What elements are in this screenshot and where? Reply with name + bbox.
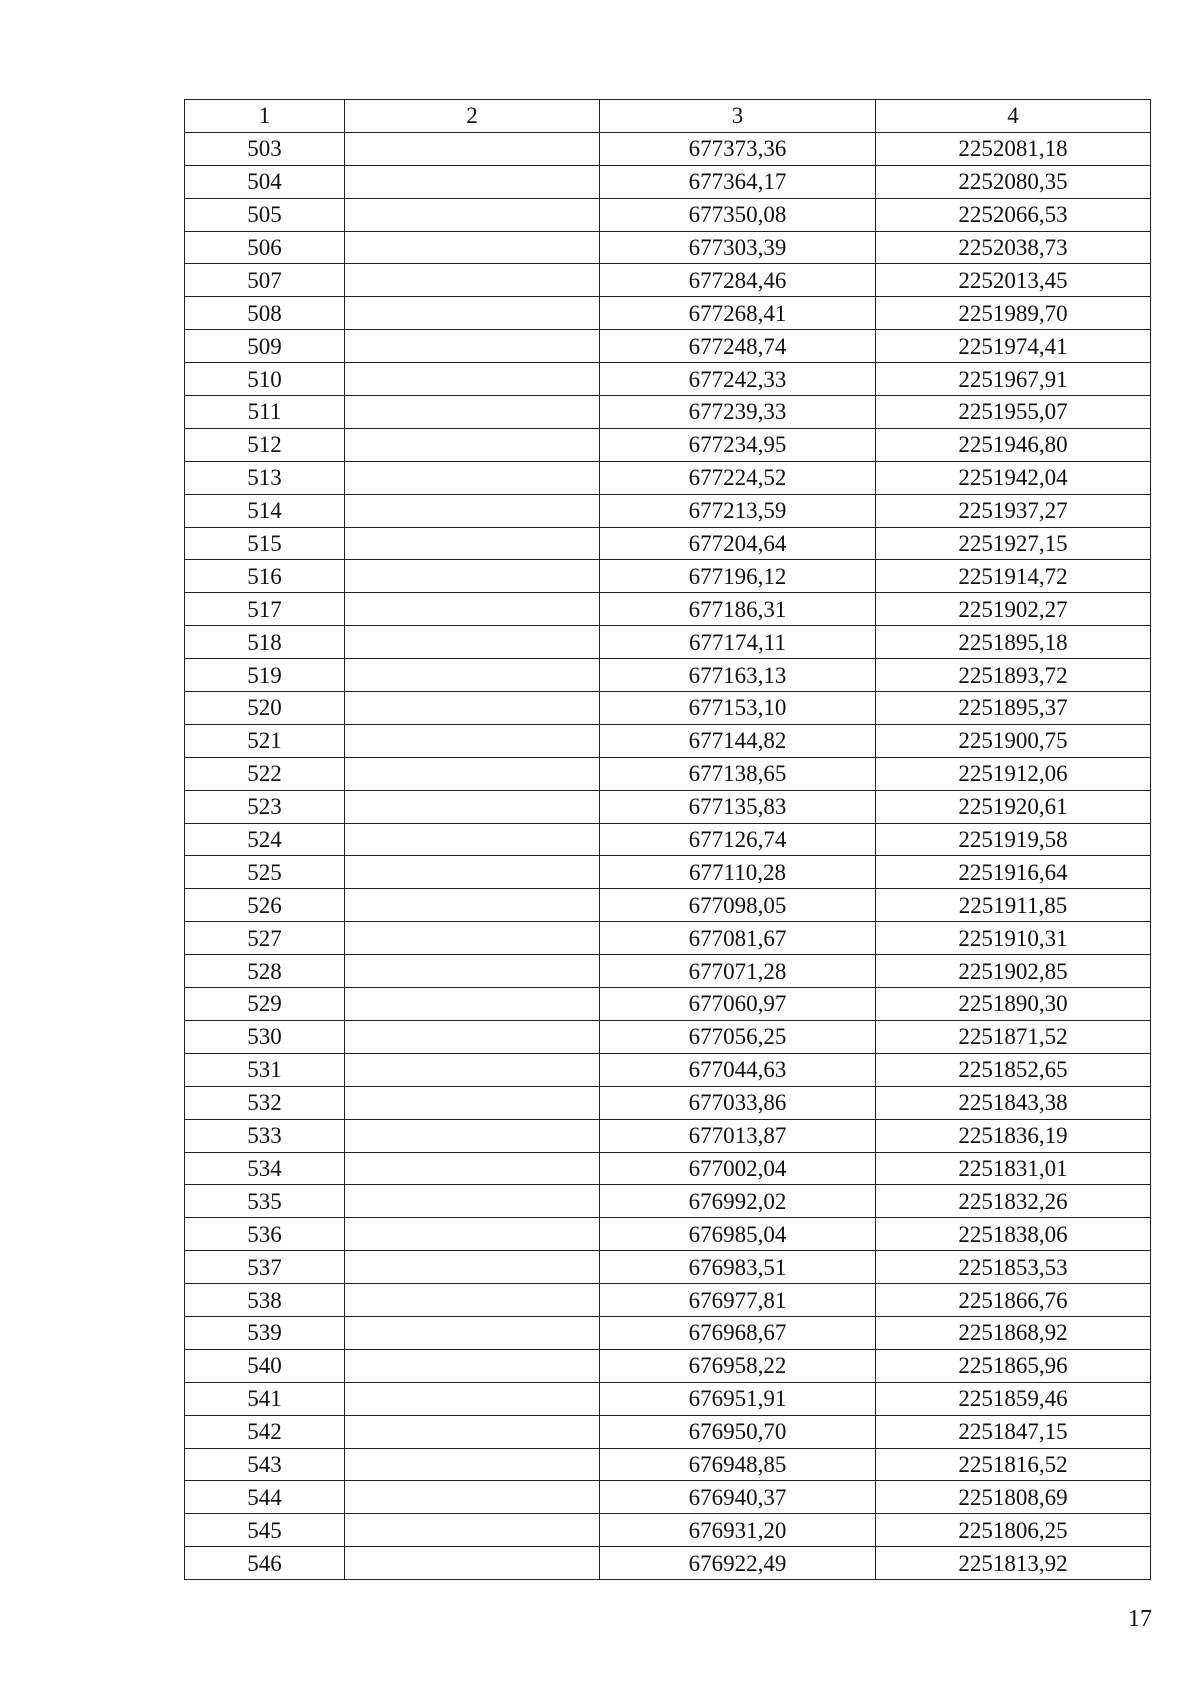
blank-cell (345, 363, 600, 396)
table-row (185, 264, 1151, 297)
table-row (185, 1119, 1151, 1152)
y-coordinate-cell: 2251902,27 (876, 593, 1151, 626)
point-number-cell: 536 (185, 1218, 345, 1251)
point-number-cell: 524 (185, 823, 345, 856)
x-coordinate-cell: 677268,41 (600, 297, 876, 330)
blank-cell (345, 955, 600, 988)
y-coordinate-cell: 2251893,72 (876, 659, 1151, 692)
table-row (185, 1382, 1151, 1415)
x-coordinate-cell: 677153,10 (600, 692, 876, 725)
blank-cell (345, 1086, 600, 1119)
point-number-cell: 520 (185, 692, 345, 725)
point-number-cell: 506 (185, 231, 345, 264)
y-coordinate-cell: 2251808,69 (876, 1481, 1151, 1514)
table-row (185, 856, 1151, 889)
point-number-cell: 534 (185, 1152, 345, 1185)
table-header-row (185, 100, 1151, 133)
x-coordinate-cell: 677060,97 (600, 988, 876, 1021)
x-coordinate-cell: 676948,85 (600, 1448, 876, 1481)
x-coordinate-cell: 676992,02 (600, 1185, 876, 1218)
x-coordinate-cell: 677002,04 (600, 1152, 876, 1185)
x-coordinate-cell: 676983,51 (600, 1251, 876, 1284)
x-coordinate-cell: 677110,28 (600, 856, 876, 889)
table-row (185, 1547, 1151, 1580)
blank-cell (345, 560, 600, 593)
table-row (185, 396, 1151, 429)
point-number-cell: 508 (185, 297, 345, 330)
column-header-3: 3 (600, 100, 876, 133)
point-number-cell: 521 (185, 724, 345, 757)
y-coordinate-cell: 2251806,25 (876, 1514, 1151, 1547)
x-coordinate-cell: 677144,82 (600, 724, 876, 757)
point-number-cell: 514 (185, 494, 345, 527)
y-coordinate-cell: 2251967,91 (876, 363, 1151, 396)
x-coordinate-cell: 677204,64 (600, 527, 876, 560)
table-row (185, 1152, 1151, 1185)
table-row (185, 527, 1151, 560)
y-coordinate-cell: 2251955,07 (876, 396, 1151, 429)
table-row (185, 297, 1151, 330)
point-number-cell: 512 (185, 428, 345, 461)
blank-cell (345, 988, 600, 1021)
point-number-cell: 533 (185, 1119, 345, 1152)
x-coordinate-cell: 677138,65 (600, 757, 876, 790)
table-row (185, 1448, 1151, 1481)
y-coordinate-cell: 2252081,18 (876, 132, 1151, 165)
point-number-cell: 535 (185, 1185, 345, 1218)
x-coordinate-cell: 677196,12 (600, 560, 876, 593)
x-coordinate-cell: 677234,95 (600, 428, 876, 461)
x-coordinate-cell: 677284,46 (600, 264, 876, 297)
x-coordinate-cell: 677081,67 (600, 922, 876, 955)
blank-cell (345, 198, 600, 231)
x-coordinate-cell: 677373,36 (600, 132, 876, 165)
point-number-cell: 503 (185, 132, 345, 165)
blank-cell (345, 626, 600, 659)
table-row (185, 428, 1151, 461)
y-coordinate-cell: 2251852,65 (876, 1053, 1151, 1086)
x-coordinate-cell: 677163,13 (600, 659, 876, 692)
point-number-cell: 518 (185, 626, 345, 659)
y-coordinate-cell: 2251853,53 (876, 1251, 1151, 1284)
point-number-cell: 517 (185, 593, 345, 626)
blank-cell (345, 1185, 600, 1218)
y-coordinate-cell: 2251902,85 (876, 955, 1151, 988)
x-coordinate-cell: 676958,22 (600, 1349, 876, 1382)
x-coordinate-cell: 676968,67 (600, 1316, 876, 1349)
y-coordinate-cell: 2251942,04 (876, 461, 1151, 494)
table-row (185, 626, 1151, 659)
x-coordinate-cell: 676950,70 (600, 1415, 876, 1448)
table-row (185, 1053, 1151, 1086)
blank-cell (345, 724, 600, 757)
blank-cell (345, 889, 600, 922)
blank-cell (345, 330, 600, 363)
table-row (185, 231, 1151, 264)
x-coordinate-cell: 677126,74 (600, 823, 876, 856)
point-number-cell: 538 (185, 1284, 345, 1317)
table-row (185, 165, 1151, 198)
point-number-cell: 543 (185, 1448, 345, 1481)
y-coordinate-cell: 2251813,92 (876, 1547, 1151, 1580)
x-coordinate-cell: 677224,52 (600, 461, 876, 494)
point-number-cell: 540 (185, 1349, 345, 1382)
y-coordinate-cell: 2251916,64 (876, 856, 1151, 889)
y-coordinate-cell: 2251927,15 (876, 527, 1151, 560)
y-coordinate-cell: 2251866,76 (876, 1284, 1151, 1317)
x-coordinate-cell: 676985,04 (600, 1218, 876, 1251)
table-row (185, 659, 1151, 692)
point-number-cell: 511 (185, 396, 345, 429)
blank-cell (345, 922, 600, 955)
x-coordinate-cell: 677242,33 (600, 363, 876, 396)
column-header-1: 1 (185, 100, 345, 133)
x-coordinate-cell: 677186,31 (600, 593, 876, 626)
blank-cell (345, 1053, 600, 1086)
blank-cell (345, 297, 600, 330)
point-number-cell: 522 (185, 757, 345, 790)
table-row (185, 724, 1151, 757)
y-coordinate-cell: 2251989,70 (876, 297, 1151, 330)
x-coordinate-cell: 676951,91 (600, 1382, 876, 1415)
y-coordinate-cell: 2251859,46 (876, 1382, 1151, 1415)
blank-cell (345, 659, 600, 692)
table-row (185, 823, 1151, 856)
table-row (185, 1284, 1151, 1317)
table-row (185, 560, 1151, 593)
y-coordinate-cell: 2251831,01 (876, 1152, 1151, 1185)
y-coordinate-cell: 2251890,30 (876, 988, 1151, 1021)
y-coordinate-cell: 2251871,52 (876, 1020, 1151, 1053)
table-row (185, 1251, 1151, 1284)
point-number-cell: 516 (185, 560, 345, 593)
table-row (185, 1185, 1151, 1218)
point-number-cell: 527 (185, 922, 345, 955)
blank-cell (345, 1514, 600, 1547)
table-row (185, 198, 1151, 231)
x-coordinate-cell: 676931,20 (600, 1514, 876, 1547)
y-coordinate-cell: 2251832,26 (876, 1185, 1151, 1218)
table-row (185, 330, 1151, 363)
point-number-cell: 530 (185, 1020, 345, 1053)
table-row (185, 132, 1151, 165)
blank-cell (345, 132, 600, 165)
coordinates-table (184, 99, 1151, 1580)
table-body (185, 132, 1151, 1579)
table-row (185, 1316, 1151, 1349)
y-coordinate-cell: 2251919,58 (876, 823, 1151, 856)
blank-cell (345, 692, 600, 725)
table-row (185, 1514, 1151, 1547)
x-coordinate-cell: 677056,25 (600, 1020, 876, 1053)
table-row (185, 494, 1151, 527)
point-number-cell: 519 (185, 659, 345, 692)
point-number-cell: 541 (185, 1382, 345, 1415)
point-number-cell: 513 (185, 461, 345, 494)
table-row (185, 889, 1151, 922)
point-number-cell: 525 (185, 856, 345, 889)
blank-cell (345, 1152, 600, 1185)
y-coordinate-cell: 2252066,53 (876, 198, 1151, 231)
x-coordinate-cell: 676922,49 (600, 1547, 876, 1580)
x-coordinate-cell: 677174,11 (600, 626, 876, 659)
point-number-cell: 532 (185, 1086, 345, 1119)
blank-cell (345, 1284, 600, 1317)
y-coordinate-cell: 2251900,75 (876, 724, 1151, 757)
point-number-cell: 542 (185, 1415, 345, 1448)
blank-cell (345, 264, 600, 297)
blank-cell (345, 1382, 600, 1415)
x-coordinate-cell: 677364,17 (600, 165, 876, 198)
x-coordinate-cell: 677071,28 (600, 955, 876, 988)
point-number-cell: 526 (185, 889, 345, 922)
table-row (185, 988, 1151, 1021)
x-coordinate-cell: 677044,63 (600, 1053, 876, 1086)
point-number-cell: 504 (185, 165, 345, 198)
y-coordinate-cell: 2251914,72 (876, 560, 1151, 593)
point-number-cell: 546 (185, 1547, 345, 1580)
point-number-cell: 531 (185, 1053, 345, 1086)
x-coordinate-cell: 677135,83 (600, 790, 876, 823)
blank-cell (345, 461, 600, 494)
y-coordinate-cell: 2251937,27 (876, 494, 1151, 527)
point-number-cell: 545 (185, 1514, 345, 1547)
y-coordinate-cell: 2252080,35 (876, 165, 1151, 198)
column-header-2: 2 (345, 100, 600, 133)
page-number: 17 (1128, 1606, 1152, 1632)
y-coordinate-cell: 2251911,85 (876, 889, 1151, 922)
y-coordinate-cell: 2251836,19 (876, 1119, 1151, 1152)
blank-cell (345, 527, 600, 560)
point-number-cell: 509 (185, 330, 345, 363)
point-number-cell: 505 (185, 198, 345, 231)
x-coordinate-cell: 677033,86 (600, 1086, 876, 1119)
blank-cell (345, 165, 600, 198)
x-coordinate-cell: 677239,33 (600, 396, 876, 429)
blank-cell (345, 1251, 600, 1284)
blank-cell (345, 790, 600, 823)
blank-cell (345, 1020, 600, 1053)
y-coordinate-cell: 2251843,38 (876, 1086, 1151, 1119)
x-coordinate-cell: 677213,59 (600, 494, 876, 527)
blank-cell (345, 1349, 600, 1382)
table-row (185, 1218, 1151, 1251)
y-coordinate-cell: 2251895,18 (876, 626, 1151, 659)
table-row (185, 1349, 1151, 1382)
table-row (185, 1415, 1151, 1448)
point-number-cell: 528 (185, 955, 345, 988)
table-row (185, 593, 1151, 626)
y-coordinate-cell: 2252038,73 (876, 231, 1151, 264)
blank-cell (345, 494, 600, 527)
y-coordinate-cell: 2251865,96 (876, 1349, 1151, 1382)
table-row (185, 922, 1151, 955)
table-row (185, 1020, 1151, 1053)
table-row (185, 1086, 1151, 1119)
point-number-cell: 529 (185, 988, 345, 1021)
y-coordinate-cell: 2251847,15 (876, 1415, 1151, 1448)
x-coordinate-cell: 677013,87 (600, 1119, 876, 1152)
y-coordinate-cell: 2251974,41 (876, 330, 1151, 363)
point-number-cell: 544 (185, 1481, 345, 1514)
table-row (185, 363, 1151, 396)
x-coordinate-cell: 677098,05 (600, 889, 876, 922)
x-coordinate-cell: 676940,37 (600, 1481, 876, 1514)
y-coordinate-cell: 2252013,45 (876, 264, 1151, 297)
blank-cell (345, 1481, 600, 1514)
blank-cell (345, 757, 600, 790)
table-row (185, 1481, 1151, 1514)
table-row (185, 757, 1151, 790)
point-number-cell: 515 (185, 527, 345, 560)
point-number-cell: 510 (185, 363, 345, 396)
column-header-4: 4 (876, 100, 1151, 133)
x-coordinate-cell: 676977,81 (600, 1284, 876, 1317)
blank-cell (345, 1119, 600, 1152)
y-coordinate-cell: 2251816,52 (876, 1448, 1151, 1481)
y-coordinate-cell: 2251838,06 (876, 1218, 1151, 1251)
y-coordinate-cell: 2251912,06 (876, 757, 1151, 790)
point-number-cell: 537 (185, 1251, 345, 1284)
blank-cell (345, 856, 600, 889)
y-coordinate-cell: 2251895,37 (876, 692, 1151, 725)
x-coordinate-cell: 677350,08 (600, 198, 876, 231)
blank-cell (345, 1448, 600, 1481)
y-coordinate-cell: 2251910,31 (876, 922, 1151, 955)
y-coordinate-cell: 2251946,80 (876, 428, 1151, 461)
y-coordinate-cell: 2251868,92 (876, 1316, 1151, 1349)
blank-cell (345, 593, 600, 626)
blank-cell (345, 1316, 600, 1349)
blank-cell (345, 231, 600, 264)
blank-cell (345, 823, 600, 856)
blank-cell (345, 428, 600, 461)
table-row (185, 461, 1151, 494)
blank-cell (345, 1415, 600, 1448)
y-coordinate-cell: 2251920,61 (876, 790, 1151, 823)
table-row (185, 955, 1151, 988)
x-coordinate-cell: 677248,74 (600, 330, 876, 363)
blank-cell (345, 1218, 600, 1251)
x-coordinate-cell: 677303,39 (600, 231, 876, 264)
point-number-cell: 523 (185, 790, 345, 823)
blank-cell (345, 396, 600, 429)
point-number-cell: 507 (185, 264, 345, 297)
table-row (185, 790, 1151, 823)
point-number-cell: 539 (185, 1316, 345, 1349)
blank-cell (345, 1547, 600, 1580)
table-row (185, 692, 1151, 725)
